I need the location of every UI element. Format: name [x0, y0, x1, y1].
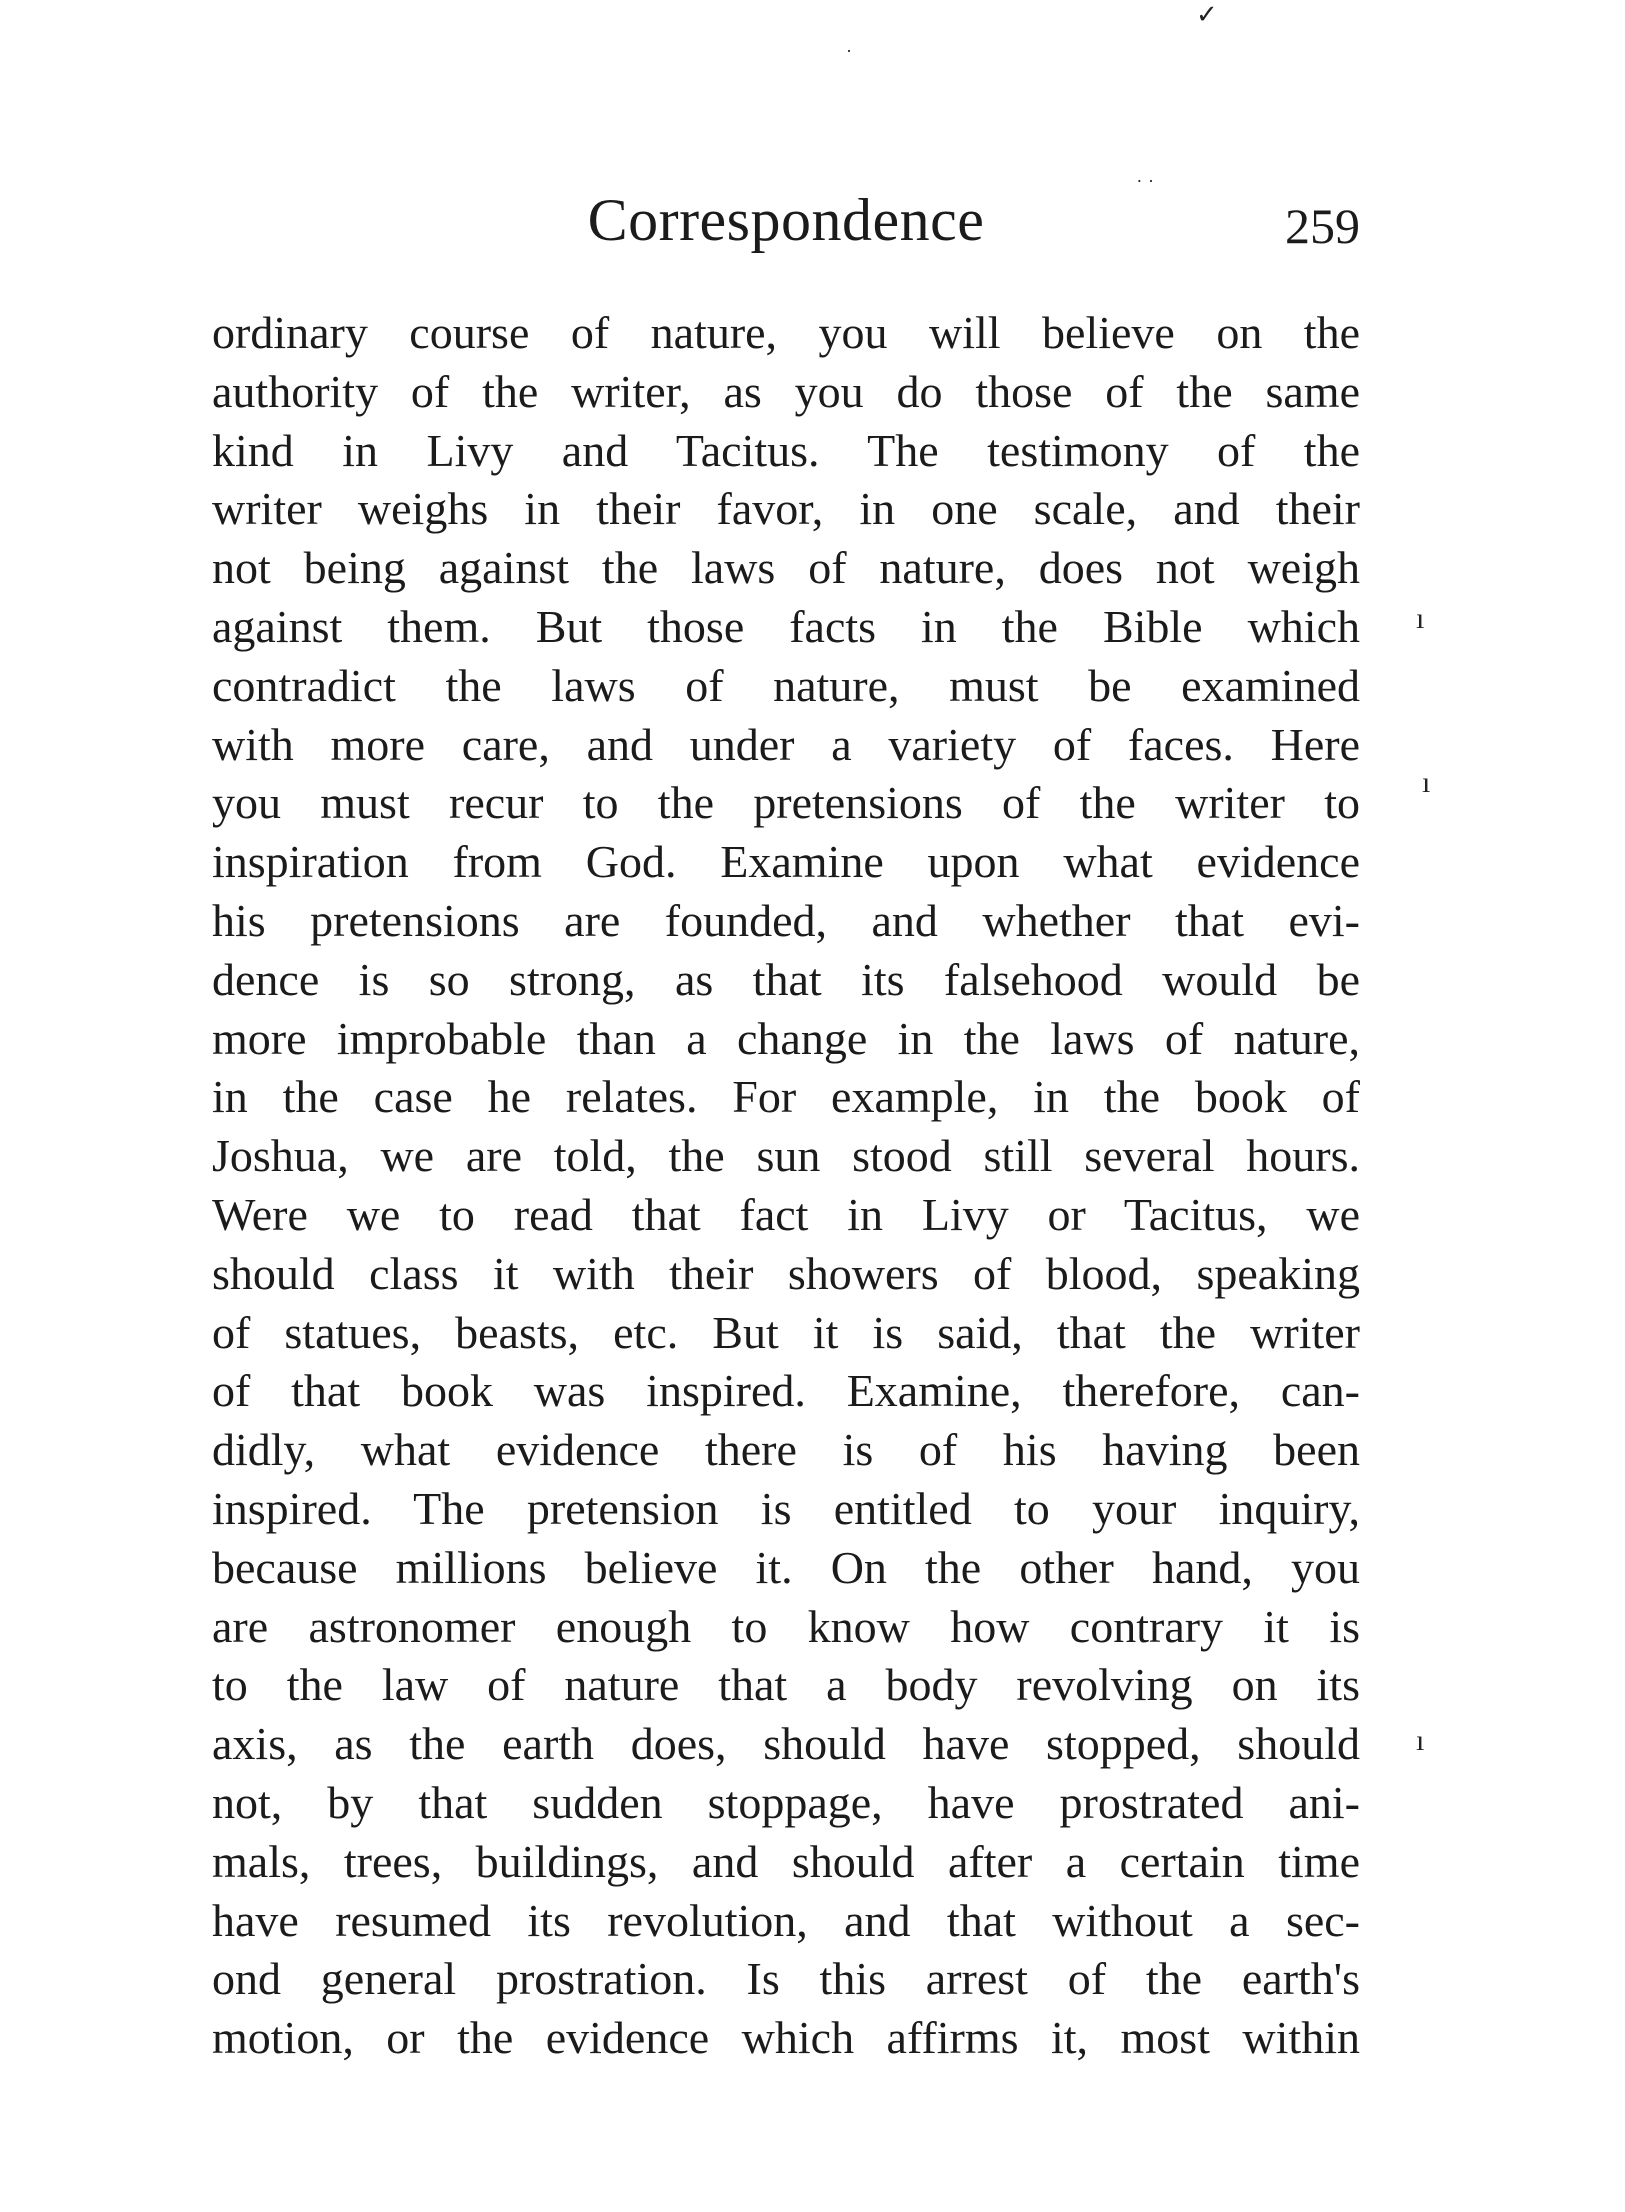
text-line: in the case he relates. For example, in the book of	[212, 1071, 1360, 1123]
text-line: his pretensions are founded, and whether that evi-	[212, 894, 1360, 946]
text-line: contradict the laws of nature, must be examined	[212, 659, 1360, 711]
text-line: with more care, and under a variety of faces. Here	[212, 718, 1360, 770]
text-line: kind in Livy and Tacitus. The testimony of the	[212, 424, 1360, 476]
text-line: because millions believe it. On the other hand, you	[212, 1541, 1360, 1593]
page-number: 259	[1285, 198, 1360, 254]
text-line: authority of the writer, as you do those of the same	[212, 365, 1360, 417]
text-line: more improbable than a change in the laws of nature,	[212, 1012, 1360, 1064]
text-line: dence is so strong, as that its falsehood would be	[212, 953, 1360, 1005]
text-line: inspiration from God. Examine upon what evidence	[212, 836, 1360, 888]
margin-tick-mark: ı	[1416, 1724, 1425, 1757]
text-line: ond general prostration. Is this arrest of the earth's	[212, 1953, 1360, 2005]
text-line: are astronomer enough to know how contrary it is	[212, 1600, 1360, 1652]
body-text	[212, 304, 1360, 2068]
text-line: Joshua, we are told, the sun stood still several hours.	[212, 1130, 1360, 1182]
text-line: not, by that sudden stoppage, have prostrated ani-	[212, 1776, 1360, 1828]
text-line: not being against the laws of nature, does not weigh	[212, 542, 1360, 594]
text-line: axis, as the earth does, should have stopped, should	[212, 1718, 1360, 1770]
text-line: of that book was inspired. Examine, therefore, can-	[212, 1365, 1360, 1417]
text-line: have resumed its revolution, and that without a sec-	[212, 1894, 1360, 1946]
text-line: inspired. The pretension is entitled to your inquiry,	[212, 1482, 1360, 1534]
text-line: you must recur to the pretensions of the writer to	[212, 777, 1360, 829]
text-line: ordinary course of nature, you will believe on the	[212, 307, 1360, 358]
text-line: didly, what evidence there is of his having been	[212, 1424, 1360, 1476]
text-line: of statues, beasts, etc. But it is said, that the writer	[212, 1306, 1360, 1358]
text-line: writer weighs in their favor, in one scale, and their	[212, 483, 1360, 535]
pencil-check-mark: ✓	[1196, 0, 1218, 29]
text-line: motion, or the evidence which affirms it, most within	[212, 2012, 1360, 2064]
text-line: to the law of nature that a body revolving on its	[212, 1659, 1360, 1711]
stray-dot-mark: ·	[846, 41, 852, 61]
margin-tick-mark: ı	[1416, 602, 1425, 635]
text-line: should class it with their showers of blood, speaking	[212, 1247, 1360, 1299]
text-line: mals, trees, buildings, and should after a certain time	[212, 1835, 1360, 1887]
stray-dots-mark: ˙ ˙	[1136, 176, 1155, 198]
text-line: against them. But those facts in the Bible which	[212, 600, 1360, 652]
running-title: Correspondence	[587, 187, 985, 253]
running-header	[212, 180, 1360, 260]
text-line: Were we to read that fact in Livy or Tacitus, we	[212, 1188, 1360, 1240]
margin-tick-mark: ı	[1422, 766, 1431, 799]
